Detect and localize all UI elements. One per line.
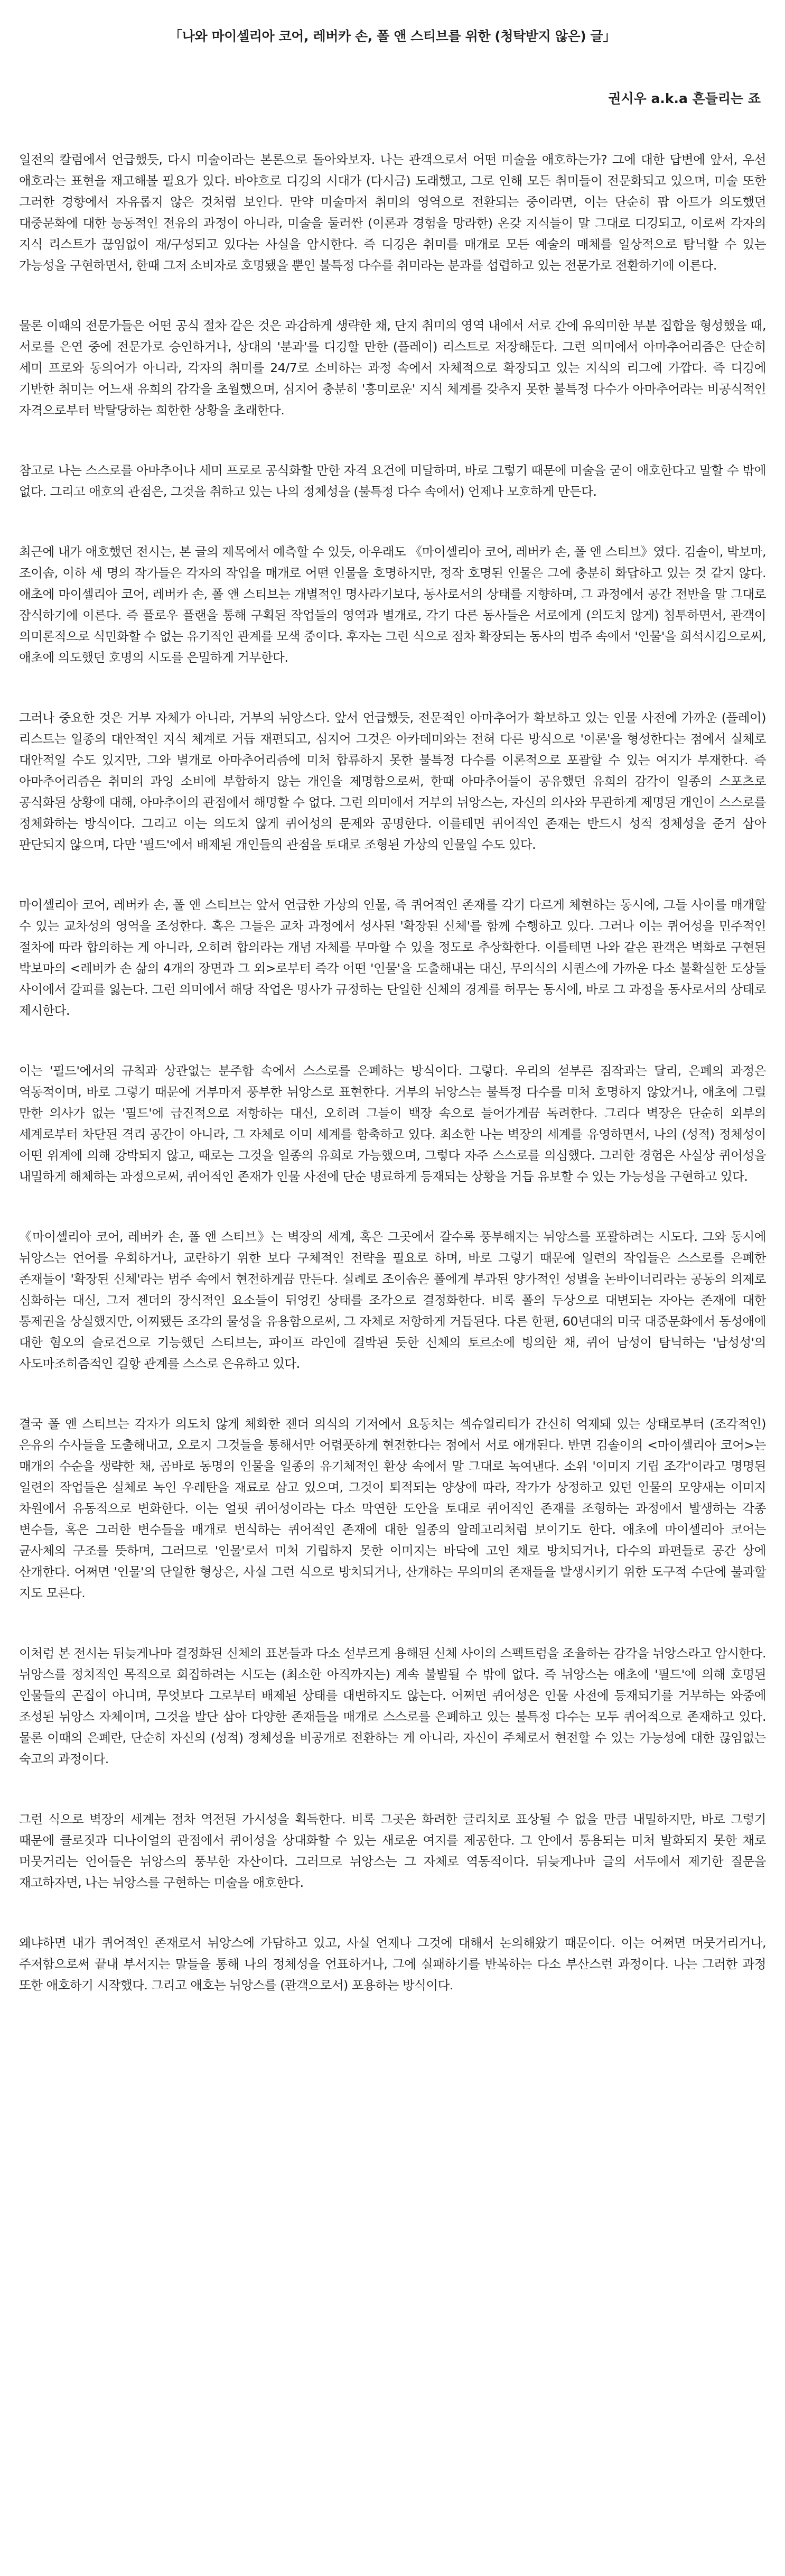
paragraph: 일전의 칼럼에서 언급했듯, 다시 미술이라는 본론으로 돌아와보자. 나는 관객으로서 어떤 미술을 애호하는가? 그에 대한 답변에 앞서, 우선 애호라는 표현을 재고해볼 필요가 있다. 바야흐로 디깅의 시대가 (다시금) 도래했고, 그로 인해 모든 취미들이 전문화되고 있으며, 미술 또한 그러한 경향에서 자유롭지 않은 것처럼 보인다. 만약 미술마저 취미의 영역으로 전환되는 중이라면, 이는 단순히 팝 아트가 의도했던 대중문화에 대한 능동적인 전유의 과정이 아니라, 미술을 둘러싼 (이론과 경험을 망라한) 온갖 지식들이 말 그대로 디깅되고, 이로써 각자의 지식 리스트가 끊임없이 재/구성되고 있다는 사실을 암시한다. 즉 디깅은 취미를 매개로 모든 예술의 매체를 일상적으로 탐닉할 수 있는 가능성을 구현하면서, 한때 그저 소비자로 호명됐을 뿐인 불특정 다수를 취미라는 분과를 섭렵하고 있는 전문가로 전환하기에 이른다. bbox=[19, 152, 766, 273]
paragraph: 참고로 나는 스스로를 아마추어나 세미 프로로 공식화할 만한 자격 요건에 미달하며, 바로 그렇기 때문에 미술을 굳이 애호한다고 말할 수 밖에 없다. 그리고 애호의 관점은, 그것을 취하고 있는 나의 정체성을 (불특정 다수 속에서) 언제나 모호하게 만든다. bbox=[19, 463, 766, 499]
paragraph: 이는 '필드'에서의 규칙과 상관없는 분주함 속에서 스스로를 은폐하는 방식이다. 그렇다. 우리의 섣부른 짐작과는 달리, 은폐의 과정은 역동적이며, 바로 그렇기 때문에 거부마저 풍부한 뉘앙스로 표현한다. 거부의 뉘앙스는 불특정 다수를 미처 호명하지 않았거나, 애초에 그럴 만한 의사가 없는 '필드'에 급진적으로 저항하는 대신, 오히려 그들이 백장 속으로 들어가게끔 독려한다. 그리다 벽장은 단순히 외부의 세계로부터 차단된 격리 공간이 아니라, 그 자체로 이미 세계를 함축하고 있다. 최소한 나는 벽장의 세계를 유영하면서, 나의 (성적) 정체성이 어떤 위계에 의해 강박되지 않고, 때로는 그것을 일종의 유희로 가능했으며, 그렇다 자주 스스로를 의심했다. 그러한 경험은 사실상 퀴어성을 내밀하게 해체하는 과정으로써, 퀴어적인 존재가 인물 사전에 단순 명료하게 등재되는 상황을 거듭 유보할 수 있는 가능성을 구현하고 있다. bbox=[19, 1063, 766, 1184]
paragraph: 그러나 중요한 것은 거부 자체가 아니라, 거부의 뉘앙스다. 앞서 언급했듯, 전문적인 아마추어가 확보하고 있는 인물 사전에 가까운 (플레이) 리스트는 일종의 대안적인 지식 체계로 거듭 재편되고, 심지어 그것은 아카데미와는 전혀 다른 방식으로 '이론'을 형성한다는 점에서 실체로 대안적일 수도 있지만, 그와 별개로 아마추어리즘에 미처 합류하지 못한 불특정 다수를 이론적으로 포괄할 수 있는 여지가 부재한다. 즉 아마추어리즘은 취미의 과잉 소비에 부합하지 않는 개인을 제명함으로써, 한때 아마추어들이 공유했던 유희의 감각이 일종의 스포츠로 공식화된 상황에 대해, 아마추어의 관점에서 해명할 수 없다. 그런 의미에서 거부의 뉘앙스는, 자신의 의사와 무관하게 제명된 개인이 스스로를 정체화하는 방식이다. 그리고 이는 의도치 않게 퀴어성의 문제와 공명한다. 이를테면 퀴어적인 존재는 반드시 성적 정체성을 준거 삼아 판단되지 않으며, 다만 '필드'에서 배제된 개인들의 관점을 토대로 조형된 가상의 인물일 수도 있다. bbox=[19, 710, 766, 852]
paragraph: 물론 이때의 전문가들은 어떤 공식 절차 같은 것은 과감하게 생략한 채, 단지 취미의 영역 내에서 서로 간에 유의미한 부분 집합을 형성했을 때, 서로를 은연 중에 전문가로 승인하거나, 상대의 '분과'를 디깅할 만한 (플레이) 리스트로 저장해둔다. 그런 의미에서 아마추어리즘은 단순히 세미 프로와 동의어가 아니라, 각자의 취미를 24/7로 소비하는 과정 속에서 자체적으로 확장되고 있는 지식의 리그에 가깝다. 즉 디깅에 기반한 취미는 어느새 유희의 감각을 초월했으며, 심지어 충분히 '흥미로운' 지식 체계를 갖추지 못한 불특정 다수가 아마추어라는 비공식적인 자격으로부터 박탈당하는 희한한 상황을 초래한다. bbox=[19, 318, 766, 418]
paragraph: 그런 식으로 벽장의 세계는 점차 역전된 가시성을 획득한다. 비록 그곳은 화려한 글리치로 표상될 수 없을 만큼 내밀하지만, 바로 그렇기 때문에 클로짓과 디나이얼의 관점에서 퀴어성을 상대화할 수 있는 새로운 여지를 제공한다. 그 안에서 통용되는 미처 발화되지 못한 채로 머뭇거리는 언어들은 뉘앙스의 풍부한 자산이다. 그러므로 뉘앙스는 그 자체로 역동적이다. 뒤늦게나마 글의 서두에서 제기한 질문을 재고하자면, 나는 뉘앙스를 구현하는 미술을 애호한다. bbox=[19, 1812, 766, 1890]
article-body bbox=[19, 149, 766, 1996]
paragraph: 이처럼 본 전시는 뒤늦게나마 결정화된 신체의 표본들과 다소 섣부르게 용해된 신체 사이의 스펙트럼을 조율하는 감각을 뉘앙스라고 암시한다. 뉘앙스를 정치적인 목적으로 회집하려는 시도는 (최소한 아직까지는) 계속 불발될 수 밖에 없다. 즉 뉘앙스는 애초에 '필드'에 의해 호명된 인물들의 곤집이 아니며, 무엇보다 그로부터 배제된 상태를 대변하지도 않는다. 어쩌면 퀴어성은 인물 사전에 등재되기를 거부하는 와중에 조성된 뉘앙스 자체이며, 그것을 발단 삼아 다양한 존재들을 매개로 스스로를 은폐하고 있는 불특정 다수는 모두 퀴어적으로 존재하고 있다. 물론 이때의 은폐란, 단순히 자신의 (성적) 정체성을 비공개로 전환하는 게 아니라, 자신이 주체로서 현전할 수 있는 가능성에 대한 끊임없는 숙고의 과정이다. bbox=[19, 1646, 766, 1766]
paragraph: 《마이셀리아 코어, 레버카 손, 폴 앤 스티브》는 벽장의 세계, 혹은 그곳에서 갈수록 풍부해지는 뉘앙스를 포괄하려는 시도다. 그와 동시에 뉘앙스는 언어를 우회하거나, 교란하기 위한 보다 구체적인 전략을 필요로 하며, 바로 그렇기 때문에 일련의 작업들은 스스로를 은폐한 존재들이 '확장된 신체'라는 범주 속에서 현전하게끔 만든다. 실례로 조이솝은 폴에게 부과된 양가적인 성별을 논바이너리라는 공동의 의제로 심화하는 대신, 그저 젠더의 장식적인 요소들이 뒤엉킨 상태를 조각으로 결정화한다. 비록 폴의 두상으로 대변되는 자아는 존재에 대한 통제권을 상실했지만, 어찌됐든 조각의 물성을 유용함으로써, 그 자체로 저항하게 거듭된다. 다른 한편, 60년대의 미국 대중문화에서 동성애에 대한 혐오의 슬로건으로 기능했던 스티브는, 파이프 라인에 결박된 듯한 신체의 토르소에 빙의한 채, 퀴어 남성이 탐닉하는 '남성성'의 사도마조히즘적인 길항 관계를 스스로 은유하고 있다. bbox=[19, 1229, 766, 1371]
paragraph: 왜냐하면 내가 퀴어적인 존재로서 뉘앙스에 가담하고 있고, 사실 언제나 그것에 대해서 논의해왔기 때문이다. 이는 어쩌면 머뭇거리거나, 주저함으로써 끝내 부서지는 말들을 통해 나의 정체성을 언표하거나, 그에 실패하기를 반복하는 다소 부산스런 과정이다. 나는 그러한 과정 또한 애호하기 시작했다. 그리고 애호는 뉘앙스를 (관객으로서) 포용하는 방식이다. bbox=[19, 1935, 766, 1993]
paragraph: 마이셀리아 코어, 레버카 손, 폴 앤 스티브는 앞서 언급한 가상의 인물, 즉 퀴어적인 존재를 각기 다르게 체현하는 동시에, 그들 사이를 매개할 수 있는 교차성의 영역을 조성한다. 혹은 그들은 교차 과정에서 성사된 '확장된 신체'를 함께 수행하고 있다. 그러나 이는 퀴어성을 민주적인 절차에 따라 합의하는 게 아니라, 오히려 합의라는 개념 자체를 무마할 수 있을 정도로 추상화한다. 이를테면 나와 같은 관객은 벽화로 구현된 박보마의 <레버카 손 삶의 4개의 장면과 그 외>로부터 즉각 어떤 '인물'을 도출해내는 대신, 무의식의 시퀀스에 가까운 다소 불확실한 도상들 사이에서 갈피를 잃는다. 그런 의미에서 해당 작업은 명사가 규정하는 단일한 신체의 경계를 허무는 동시에, 바로 그 과정을 동사로서의 상태로 제시한다. bbox=[19, 897, 766, 1018]
article-title: 「나와 마이셀리아 코어, 레버카 손, 폴 앤 스티브를 위한 (청탁받지 않은) 글」 bbox=[169, 29, 616, 44]
paragraph: 최근에 내가 애호했던 전시는, 본 글의 제목에서 예측할 수 있듯, 아우래도 《마이셀리아 코어, 레버카 손, 폴 앤 스티브》였다. 김솔이, 박보마, 조이솝, 이하 세 명의 작가들은 각자의 작업을 매개로 어떤 인물을 호명하지만, 정작 호명된 인물은 그에 충분히 화답하고 있는 것 같지 않다. 애초에 마이셀리아 코어, 레버카 손, 폴 앤 스티브는 개별적인 명사라기보다, 동사로서의 상태를 지향하며, 그 과정에서 공간 전반을 말 그대로 잠식하기에 이른다. 즉 플로우 플랜을 통해 구획된 작업들의 영역과 별개로, 각기 다른 동사들은 서로에게 (의도치 않게) 침투하면서, 관객이 의미론적으로 식민화할 수 없는 유기적인 관계를 모색 중이다. 후자는 그런 식으로 점차 확장되는 동사의 범주 속에서 '인물'을 희석시킴으로써, 애초에 의도했던 호명의 시도를 은밀하게 거부한다. bbox=[19, 544, 766, 665]
paragraph: 결국 폴 앤 스티브는 각자가 의도치 않게 체화한 젠더 의식의 기저에서 요동치는 섹슈얼리티가 간신히 억제돼 있는 상태로부터 (조각적인) 은유의 수사들을 도출해내고, 오로지 그것들을 통해서만 어렴풋하게 현전한다는 점에서 서로 애개된다. 반면 김솔이의 <마이셀리아 코어>는 매개의 수순을 생략한 채, 곰바로 동명의 인물을 일종의 유기체적인 환상 속에서 말 그대로 녹여낸다. 소위 '이미지 기립 조각'이라고 명명된 일련의 작업들은 실체로 녹인 우레탄을 재료로 삼고 있으며, 그것이 퇴적되는 양상에 따라, 작가가 상정하고 있던 인물의 모양새는 이미지 차원에서 유동적으로 변화한다. 이는 얼핏 퀴어성이라는 다소 막연한 도안을 토대로 퀴어적인 존재를 조형하는 과정에서 발생하는 각종 변수들, 혹은 그러한 변수들을 매개로 번식하는 퀴어적인 존재에 대한 일종의 알레고리처럼 보이기도 한다. 애초에 마이셀리아 코어는 균사체의 구조를 뜻하며, 그러므로 '인물'로서 미처 기립하지 못한 이미지는 바닥에 고인 채로 방치되거나, 다수의 파편들로 공간 상에 산개한다. 어쩌면 '인물'의 단일한 형상은, 사실 그런 식으로 방치되거나, 산개하는 무의미의 존재들을 발생시키기 위한 도구적 수단에 불과할 지도 모른다. bbox=[19, 1416, 766, 1600]
article-author: 권시우 a.k.a 흔들리는 죠 bbox=[608, 91, 761, 106]
